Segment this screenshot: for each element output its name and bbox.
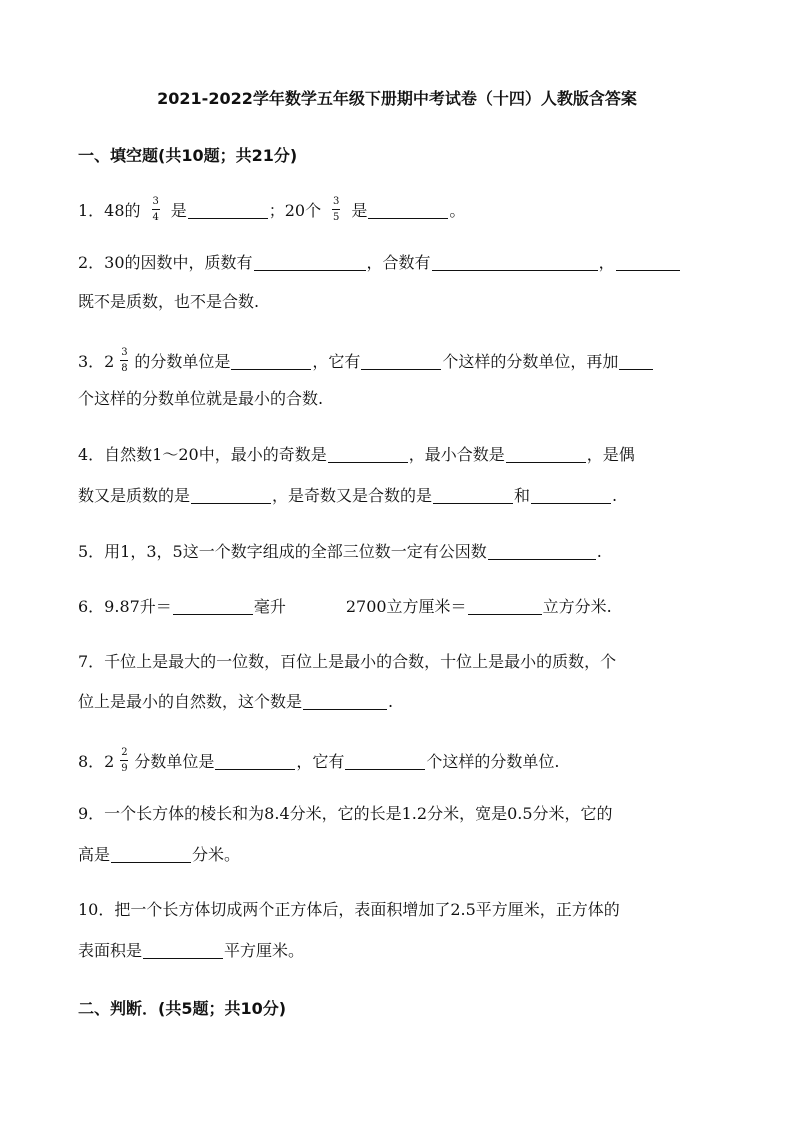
question-8 bbox=[78, 749, 718, 776]
q9-text-a: 9．一个长方体的棱长和为8.4分米，它的长是1.2分米，宽是0.5分米，它的 bbox=[78, 804, 613, 823]
question-6 bbox=[78, 597, 718, 617]
q7-text-c: . bbox=[388, 692, 394, 711]
q3-text-d: 个这样的分数单位，再加 bbox=[442, 352, 619, 371]
q5-blank-1[interactable] bbox=[488, 543, 596, 560]
q1-frac1-denominator: 4 bbox=[152, 212, 159, 223]
q4-blank-3[interactable] bbox=[191, 487, 271, 504]
question-9-line-2 bbox=[78, 845, 718, 865]
q9-text-b: 高是 bbox=[78, 845, 111, 864]
q4-text-g: . bbox=[612, 486, 618, 505]
q3-fraction bbox=[120, 347, 128, 374]
q2-text-b: ，合数有 bbox=[366, 253, 431, 272]
q6-text-b: 毫升 bbox=[253, 597, 286, 616]
q8-text-c: ，它有 bbox=[296, 752, 345, 771]
section-fill-in-heading: 一、填空题(共10题；共21分) bbox=[78, 146, 298, 165]
q4-text-e: ，是奇数又是合数的是 bbox=[272, 486, 433, 505]
q3-frac-denominator: 8 bbox=[121, 363, 128, 374]
q4-blank-5[interactable] bbox=[531, 487, 611, 504]
q3-text-c: ，它有 bbox=[312, 352, 361, 371]
q3-frac-numerator: 3 bbox=[121, 347, 128, 358]
question-1 bbox=[78, 198, 718, 225]
q10-text-c: 平方厘米。 bbox=[224, 941, 305, 960]
q4-blank-2[interactable] bbox=[506, 446, 586, 463]
question-2-line-1 bbox=[78, 253, 718, 273]
q1-text-c: ；20个 bbox=[268, 201, 322, 220]
q8-text-d: 个这样的分数单位. bbox=[426, 752, 560, 771]
question-10-line-2 bbox=[78, 941, 718, 961]
q2-blank-1[interactable] bbox=[254, 254, 366, 271]
q1-fraction-2 bbox=[332, 196, 340, 223]
q6-text-c: 2700立方厘米＝ bbox=[345, 597, 467, 616]
q4-text-f: 和 bbox=[514, 486, 531, 505]
q4-blank-4[interactable] bbox=[433, 487, 513, 504]
q9-blank-1[interactable] bbox=[111, 846, 191, 863]
q3-blank-3[interactable] bbox=[619, 353, 653, 370]
question-5 bbox=[78, 542, 718, 562]
q2-text-c: ， bbox=[598, 253, 615, 272]
question-9-line-1 bbox=[78, 804, 718, 824]
q4-text-d: 数又是质数的是 bbox=[78, 486, 191, 505]
q8-frac-numerator: 2 bbox=[121, 747, 128, 758]
question-4-line-1 bbox=[78, 445, 718, 465]
q7-text-b: 位上是最小的自然数，这个数是 bbox=[78, 692, 303, 711]
q10-text-a: 10．把一个长方体切成两个正方体后，表面积增加了2.5平方厘米，正方体的 bbox=[78, 900, 620, 919]
q8-blank-1[interactable] bbox=[215, 753, 295, 770]
question-7-line-2 bbox=[78, 692, 718, 712]
q3-text-e: 个这样的分数单位就是最小的合数. bbox=[78, 389, 324, 408]
q9-text-c: 分米。 bbox=[192, 845, 241, 864]
q3-blank-1[interactable] bbox=[231, 353, 311, 370]
question-7-line-1 bbox=[78, 652, 718, 672]
q6-blank-2[interactable] bbox=[468, 598, 542, 615]
q2-blank-2[interactable] bbox=[432, 254, 598, 271]
question-3-line-1 bbox=[78, 349, 718, 376]
q1-frac1-numerator: 3 bbox=[152, 196, 159, 207]
q1-text-e: 。 bbox=[449, 201, 466, 220]
q1-fraction-1 bbox=[152, 196, 160, 223]
q2-blank-3[interactable] bbox=[616, 254, 680, 271]
section-judgment-heading: 二、判断．(共5题；共10分) bbox=[78, 999, 287, 1018]
q1-frac2-denominator: 5 bbox=[333, 212, 340, 223]
q1-text-d: 是 bbox=[351, 201, 368, 220]
q5-text-a: 5．用1，3，5这一个数字组成的全部三位数一定有公因数 bbox=[78, 542, 487, 561]
q6-text-a: 6．9.87升＝ bbox=[78, 597, 172, 616]
q3-text-a: 3．2 bbox=[78, 352, 115, 371]
question-10-line-1 bbox=[78, 900, 718, 920]
q7-text-a: 7．千位上是最大的一位数，百位上是最小的合数，十位上是最小的质数，个 bbox=[78, 652, 617, 671]
q10-text-b: 表面积是 bbox=[78, 941, 143, 960]
q3-blank-2[interactable] bbox=[361, 353, 441, 370]
q2-text-a: 2．30的因数中，质数有 bbox=[78, 253, 253, 272]
q6-text-d: 立方分米. bbox=[542, 597, 612, 616]
q4-text-a: 4．自然数1～20中，最小的奇数是 bbox=[78, 445, 327, 464]
q8-blank-2[interactable] bbox=[345, 753, 425, 770]
question-4-line-2 bbox=[78, 486, 718, 506]
q8-frac-denominator: 9 bbox=[121, 763, 128, 774]
q8-text-a: 8．2 bbox=[78, 752, 115, 771]
q7-blank-1[interactable] bbox=[303, 693, 387, 710]
q2-text-d: 既不是质数，也不是合数. bbox=[78, 292, 260, 311]
q6-blank-1[interactable] bbox=[173, 598, 253, 615]
q4-text-b: ，最小合数是 bbox=[408, 445, 505, 464]
q10-blank-1[interactable] bbox=[143, 942, 223, 959]
q8-fraction bbox=[120, 747, 128, 774]
q4-blank-1[interactable] bbox=[328, 446, 408, 463]
question-3-line-2 bbox=[78, 389, 718, 409]
question-2-line-2 bbox=[78, 292, 718, 312]
q1-text-a: 1．48的 bbox=[78, 201, 141, 220]
q1-blank-2[interactable] bbox=[368, 202, 448, 219]
q1-blank-1[interactable] bbox=[188, 202, 268, 219]
q5-text-b: . bbox=[596, 542, 602, 561]
q1-frac2-numerator: 3 bbox=[333, 196, 340, 207]
q1-text-b: 是 bbox=[170, 201, 187, 220]
q4-text-c: ，是偶 bbox=[586, 445, 635, 464]
q8-text-b: 分数单位是 bbox=[134, 752, 215, 771]
exam-title: 2021-2022学年数学五年级下册期中考试卷（十四）人教版含答案 bbox=[157, 89, 637, 108]
q3-text-b: 的分数单位是 bbox=[134, 352, 231, 371]
